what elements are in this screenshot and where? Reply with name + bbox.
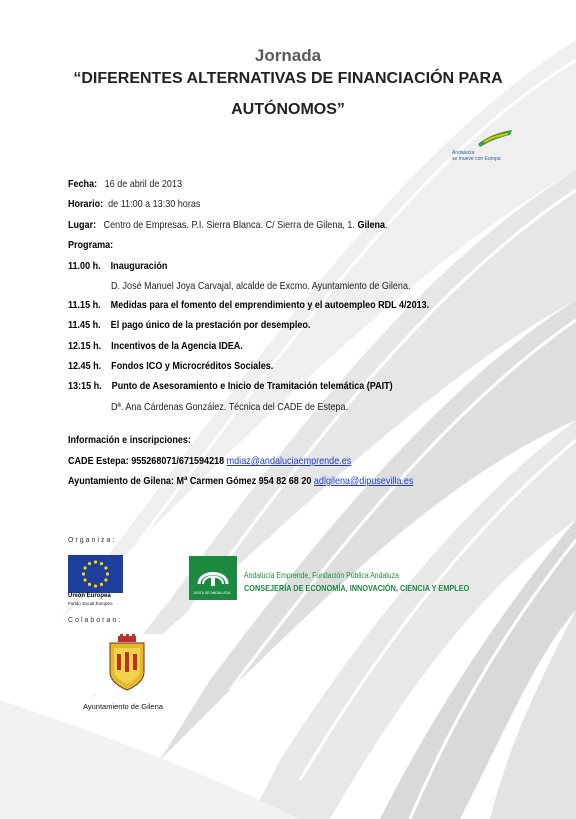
program-title: Medidas para el fomento del emprendimiento y el autoempleo RDL 4/2013. [110,299,430,311]
ayuntamiento-caption: Ayuntamiento de Gilena [83,702,163,711]
program-detail: D. José Manuel Joya Carvajal, alcalde de Excmo. Ayuntamiento de Gilena. [111,280,411,292]
programa-label: Programa: [68,239,114,251]
coat-of-arms-icon [84,634,170,694]
programa-row [68,239,113,251]
title-main: “DIFERENTES ALTERNATIVAS DE FINANCIACIÓN PARA [73,70,503,87]
program-title: El pago único de la prestación por desempleo. [110,319,311,331]
eu-caption [68,593,113,607]
conserjeria-line2: CONSEJERÍA DE ECONOMÍA, INNOVACIÓN, CIENCIA Y EMPLEO [244,583,470,593]
ayto-contact [68,475,413,487]
ayto-email-link[interactable]: adlgilena@dipusevilla.es [313,475,414,487]
ayto-label: Ayuntamiento de Gilena: Mª Carmen Gómez 954 82 68 20 [68,475,312,487]
program-item [68,340,243,352]
cade-label: CADE Estepa: 955268071/671594218 [68,455,225,467]
eu-caption-line2: Fondo Social Europeo [68,601,113,606]
horario-label: Horario: [68,198,104,210]
program-time: 12.45 h. [68,360,102,372]
junta-caption: JUNTA DE ANDALUCIA [193,591,231,595]
program-item [68,360,273,372]
fecha-label: Fecha: [68,178,98,190]
title-jornada: Jornada [254,46,322,65]
lugar-town: Gilena [357,219,386,231]
program-item [68,380,393,392]
horario-value: de 11:00 a 13:30 horas [108,198,201,210]
program-time: 12.15 h. [68,340,102,352]
program-item [68,319,310,331]
info-heading: Información e inscripciones: [68,434,191,446]
eu-flag-logo [68,555,123,593]
andalucia-logo-line2: se mueve con Europa [452,156,501,162]
organiza-label: Organiza: [68,537,117,544]
eu-stars-icon [68,555,123,593]
program-item [68,299,429,311]
title-main-cont: AUTÓNOMOS” [231,101,345,118]
program-title: Fondos ICO y Microcréditos Sociales. [111,360,274,372]
program-title: Punto de Asesoramiento e Inicio de Tramitación telemática (PAIT) [111,380,393,392]
horario-row [68,198,200,210]
program-time: 11.15 h. [68,299,101,311]
cade-contact [68,455,351,467]
lugar-label: Lugar: [68,219,97,231]
program-time: 11.45 h. [68,319,101,331]
program-title: Incentivos de la Agencia IDEA. [111,340,243,352]
lugar-row: Lugar: Centro de Empresas. P.I. Sierra Blanca. C/ Sierra de Gilena, 1. Gilena. [68,219,388,231]
program-detail: Dª. Ana Cárdenas González. Técnica del CADE de Estepa. [111,401,349,413]
andalucia-logo-line1: Andalucía [452,150,475,156]
fecha-value: 16 de abril de 2013 [104,178,182,190]
cade-email-link[interactable]: mdiaz@andaluciaemprende.es [226,455,352,467]
colaboran-label: Colaboran: [68,617,123,624]
fecha-row [68,178,182,190]
program-time: 11.00 h. [68,260,101,272]
conserjeria-line1: Andalucía Emprende, Fundación Pública Andaluza [244,571,399,580]
program-time: 13:15 h. [68,380,102,392]
program-item [68,260,167,272]
lugar-value: Centro de Empresas. P.I. Sierra Blanca. C/ Sierra de Gilena, 1. [103,219,355,231]
andalucia-europa-logo [452,128,516,164]
program-title: Inauguración [110,260,168,272]
gilena-coat-of-arms [84,634,170,694]
eu-caption-line1: Unión Europea [68,593,111,599]
